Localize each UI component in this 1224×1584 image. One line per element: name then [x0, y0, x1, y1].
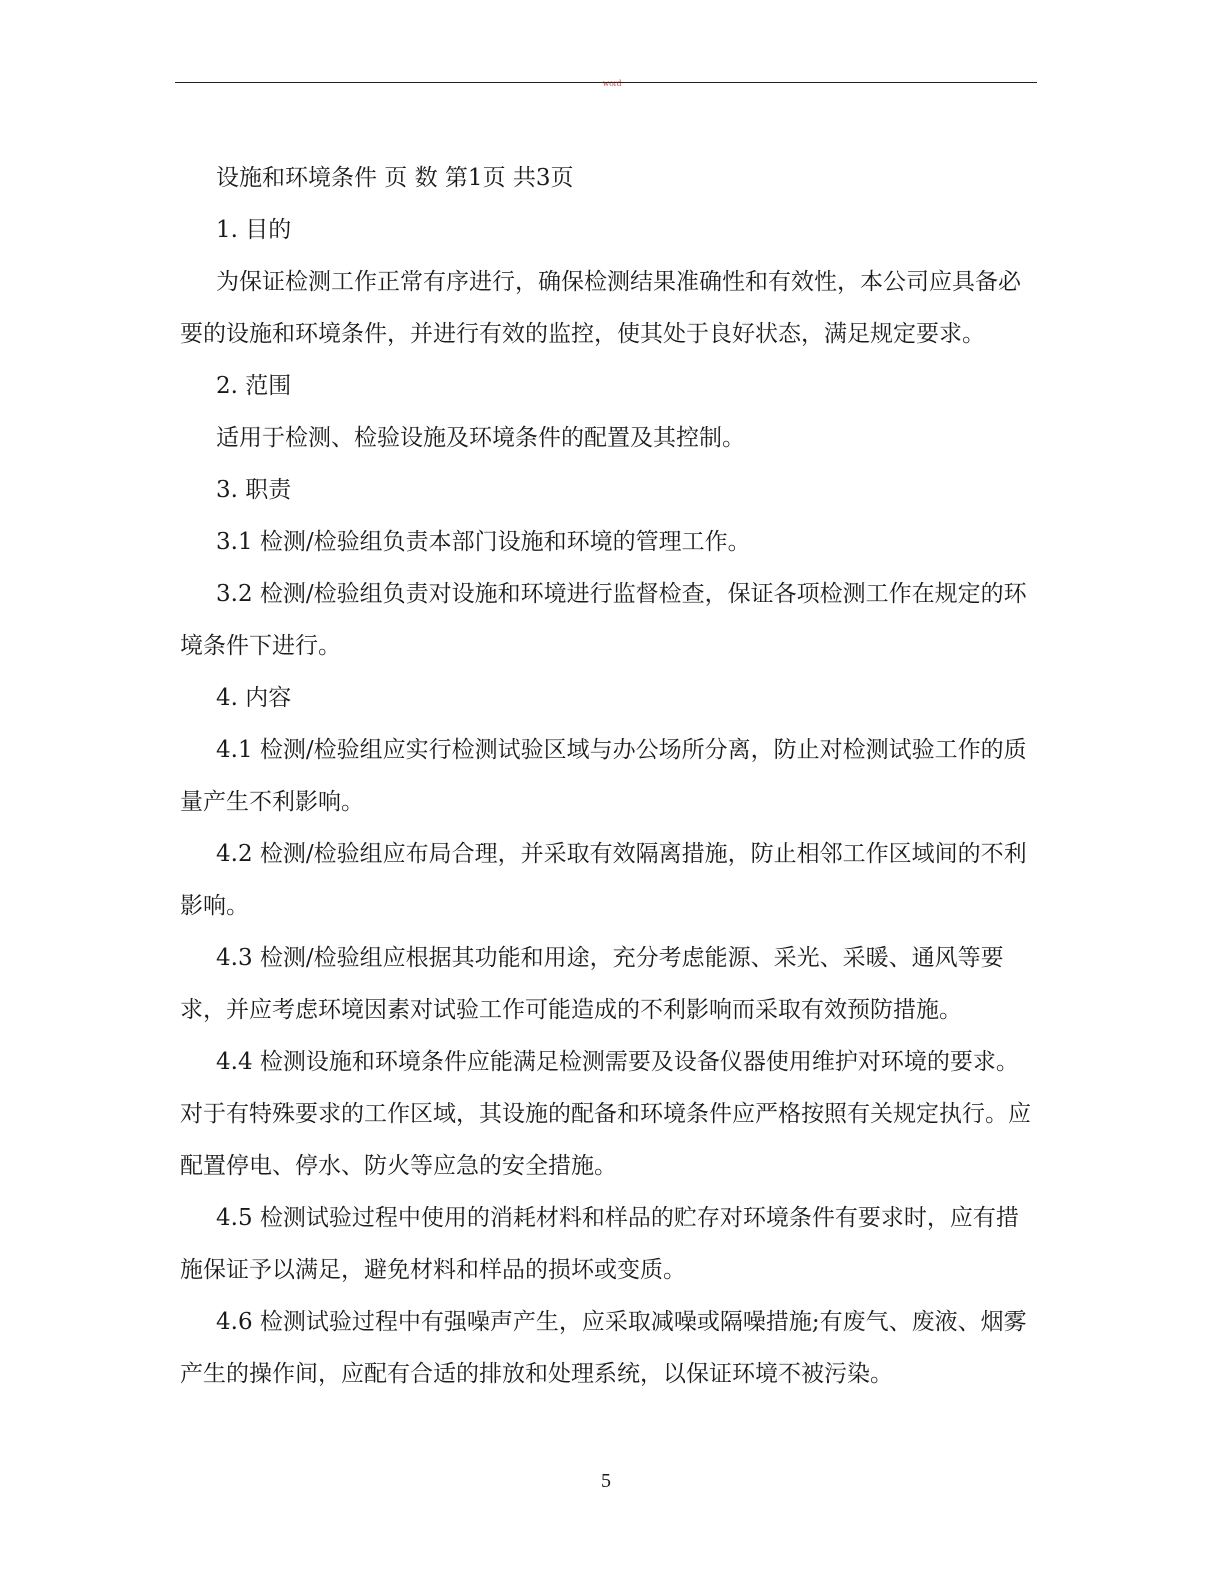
section-heading-purpose: 1. 目的: [216, 217, 292, 243]
header-rule: [175, 82, 1037, 83]
paragraph-4-6: 4.6 检测试验过程中有强噪声产生，应采取减噪或隔噪措施;有废气、废液、烟雾产生的操作间，应配有合适的排放和处理系统，以保证环境不被污染。: [180, 1309, 1027, 1387]
section-heading-scope: 2. 范围: [216, 373, 292, 399]
paragraph-3-2: 3.2 检测/检验组负责对设施和环境进行监督检查，保证各项检测工作在规定的环境条件下进行。: [180, 581, 1027, 659]
paragraph-4-2: 4.2 检测/检验组应布局合理，并采取有效隔离措施，防止相邻工作区域间的不利影响。: [180, 841, 1027, 919]
document-body: [180, 152, 1040, 1400]
paragraph-3-1: 3.1 检测/检验组负责本部门设施和环境的管理工作。: [216, 529, 751, 555]
paragraph-4-4: 4.4 检测设施和环境条件应能满足检测需要及设备仪器使用维护对环境的要求。对于有特殊要求的工作区域，其设施的配备和环境条件应严格按照有关规定执行。应配置停电、停水、防火等应急的安全措施。: [180, 1049, 1031, 1179]
doc-title-line: 设施和环境条件 页 数 第1页 共3页: [216, 165, 574, 191]
paragraph-scope: 适用于检测、检验设施及环境条件的配置及其控制。: [216, 425, 745, 451]
section-heading-duties: 3. 职责: [216, 477, 292, 503]
paragraph-4-5: 4.5 检测试验过程中使用的消耗材料和样品的贮存对环境条件有要求时，应有措施保证予以满足，避免材料和样品的损坏或变质。: [180, 1205, 1019, 1283]
paragraph-4-3: 4.3 检测/检验组应根据其功能和用途，充分考虑能源、采光、采暖、通风等要求，并应考虑环境因素对试验工作可能造成的不利影响而采取有效预防措施。: [180, 945, 1004, 1023]
header-watermark: word: [602, 78, 622, 88]
paragraph-purpose: 为保证检测工作正常有序进行，确保检测结果准确性和有效性，本公司应具备必要的设施和环境条件，并进行有效的监控，使其处于良好状态，满足规定要求。: [180, 269, 1021, 347]
page-number: 5: [601, 1470, 611, 1492]
section-heading-content: 4. 内容: [216, 685, 292, 711]
paragraph-4-1: 4.1 检测/检验组应实行检测试验区域与办公场所分离，防止对检测试验工作的质量产生不利影响。: [180, 737, 1027, 815]
